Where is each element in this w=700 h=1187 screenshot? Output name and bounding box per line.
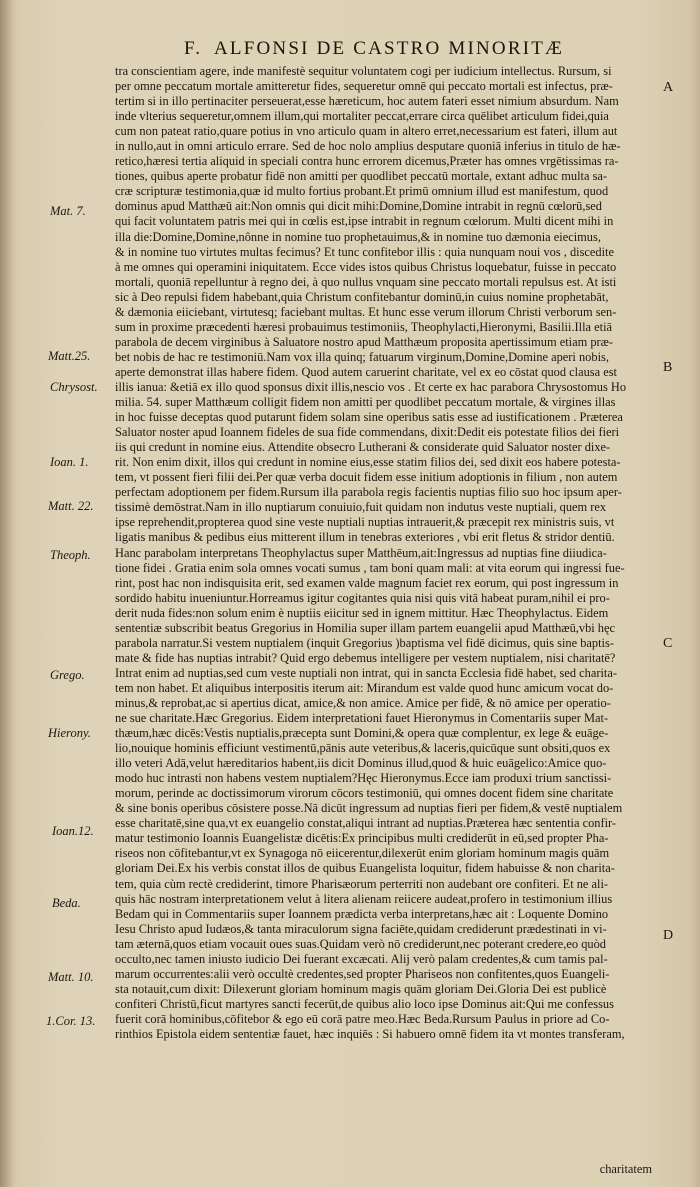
text-line: milia. 54. super Matthæum colligit fidem non amitti per quodlibet peccatum mortale, & virgines illas (115, 395, 616, 410)
text-line: Iesu Christo apud Iudæos,& tanta miraculorum signa faciēte,quidam crediderunt prædestinati in vi- (115, 921, 607, 936)
text-line: Hanc parabolam interpretans Theophylactus super Matthēum,ait:Ingressus ad nuptias fine diiudica- (115, 545, 607, 560)
margin-note: Beda. (52, 896, 81, 910)
text-line: dominus apud Matthæū ait:Non omnis qui dicit mihi:Domine,Domine intrabit in regnū cœlorū,sed (115, 199, 602, 214)
text-line: tem, vt possent fieri filii dei.Per quæ verba docuit fidem esse initium adoptionis in filium , non autem (115, 470, 618, 485)
text-line: per omne peccatum mortale amitteretur fides, sequeretur omnē qui peccato mortali est infectus, præ- (115, 79, 613, 94)
text-line: esse charitatē,sine qua,vt ex euangelio constat,aliqui intrant ad nuptias.Præterea hæc sententia confir- (115, 816, 617, 831)
text-line: & dæmonia eiiciebant, virtutesq; faciebant multas. Et hunc esse verum illorum Christi verborum sen- (115, 304, 617, 319)
margin-note: Ioan.12. (52, 824, 94, 838)
section-mark: A (663, 80, 674, 95)
text-line: retico,hæresi tertia aliquid in speciali contra hunc errorem dicemus,Præter has omnes vrgētissimas ra- (115, 154, 619, 169)
text-line: tione fidei . Gratia enim sola omnes vocati sumus , tam boni quam mali: at vita eorum qui ingressi fue- (115, 560, 625, 575)
margin-note: Matt.25. (48, 349, 91, 363)
running-title: ALFONSI DE CASTRO MINORITÆ (214, 38, 565, 59)
text-line: Intrat enim ad nuptias,sed cum veste nuptiali non intrat, qui in sancta Ecclesia fidē habet, sed charita- (115, 665, 617, 680)
text-line: tertim si in illo pertinaciter perseuerat,esse hæreticum, hoc autem fateri esset nimium absurdum. Nam (115, 94, 619, 109)
text-line: derit nuda fides:non solum enim è nuptiis eiicitur sed in ignem mittitur. Hæc Theophylactus. Eidem (115, 605, 609, 620)
text-line: ne sue charitate.Hæc Gregorius. Eidem interpretationi fauet Hieronymus in Comentariis super Mat- (115, 711, 609, 726)
section-mark: D (663, 928, 674, 943)
margin-note: Hierony. (48, 726, 91, 740)
text-line: sta notauit,cum dixit: Dilexerunt gloriam hominum magis quām gloriam Dei.Gloria Dei est publicè (115, 981, 607, 996)
text-line: minus,& reprobat,ac si apertius dicat, amice,& non amice. Amice per fidē, & nō amice per operatio- (115, 695, 611, 710)
text-line: confiteri Christū,ficut martyres sancti fecerūt,de quibus alio loco ipse Dominus ait:Qui me confessus (115, 996, 614, 1011)
text-line: & sine bonis operibus cōsistere posse.Nā dicūt ingressum ad nuptias fieri per fidem,& vestē nuptialem (115, 801, 623, 816)
text-line: marum occurrentes:alii verò occultè credentes,sed propter Phariseos non confitentes,quos Euangeli- (115, 966, 610, 981)
margin-note: Theoph. (50, 548, 91, 562)
text-line: inde vlterius sequeretur,omnem illum,qui mortaliter peccat,errare circa quēlibet articulum fidei,quia (115, 109, 609, 124)
text-line: à me omnes qui operamini iniquitatem. Ecce vides istos quibus Christus loquebatur, fuisse in peccato (115, 259, 617, 274)
folio-mark: F. (184, 38, 203, 59)
text-line: Saluator noster apud Ioannem fideles de sua fide commendans, dixit:Dedit eis potestate filios dei fieri (115, 425, 620, 440)
catchword: charitatem (599, 1162, 652, 1176)
margin-note: Matt. 10. (48, 970, 94, 984)
text-line: fuerit corā hominibus,cōfitebor & ego eū corā patre meo.Hæc Beda.Rursum Paulus in priore ad Co- (115, 1011, 610, 1026)
margin-note: Mat. 7. (50, 204, 86, 218)
text-line: aperte demonstrat illas habere fidem. Quod autem caruerint charitate, vel ex eo cōstat quod clausa est (115, 364, 617, 379)
text-line: illis ianua: &etiā ex illo quod sponsus dixit illis,nescio vos . Et certe ex hac parabora Chrysostomus Ho (115, 379, 627, 394)
text-line: tem non habet. Et aliquibus interpositis iterum ait: Mirandum est valde quod hunc amicum vocat do- (115, 680, 614, 695)
text-line: in nullo,aut in omni articulo errare. Sed de hoc nolo amplius desputare quoniā inferius in titulo de hæ- (115, 139, 621, 154)
text-line: tra conscientiam agere, inde manifestè sequitur voluntatem cogi per iudicium intellectus. Rursum, si (115, 64, 612, 78)
section-mark: C (663, 636, 673, 651)
gutter-shadow (0, 0, 14, 1187)
text-line: cræ scripturæ testimonia,quæ id multo fortius probant.Et primū omnium illud est manifestum, quod (115, 184, 609, 199)
text-line: ligatis manibus & pedibus eius mitterent illum in tenebras exteriores , vbi erit fletus & stridor dentiū. (115, 530, 615, 545)
text-line: iis qui credunt in nomine eius. Attendite obsecro Lutherani & considerate quid Saluator noster dixe- (115, 440, 611, 455)
text-line: parabola de decem virginibus à Saluatore nostro apud Matthæum proposita apertissimum etiam præ- (115, 334, 614, 349)
text-line: illo veteri Adā,velut hæreditarios habent,iis dicit Dominus illud,quod & huic euāgelico:Amice quo- (115, 756, 607, 771)
margin-note: Chrysost. (50, 380, 98, 394)
text-line: qui facit voluntatem patris mei qui in cœlis est,ipse intrabit in regnum cœlorum. Multi dicent mihi in (115, 214, 614, 229)
text-line: sordido habitu inueniuntur.Horreamus igitur cogitantes quia nisi quis vitā habeat puram,nihil ei pro- (115, 590, 610, 605)
text-line: perfectam adoptionem per fidem.Rursum illa parabola regis facientis nuptias filio suo hoc ipsum aper- (115, 485, 622, 500)
margin-note: 1.Cor. 13. (46, 1014, 96, 1028)
text-line: sic à Deo repulsi fidem habebant,quia Christum confitebantur dominū,in cuius nomine prophetabāt, (115, 289, 609, 304)
text-line: tissimè demōstrat.Nam in illo nuptiarum conuiuio,fuit quidam non indutus veste nuptiali, quem rex (115, 500, 607, 515)
text-line: mate & fide has nuptias intrabit? Quid ergo debemus intelligere per vestem nuptialem, nisi charitatē? (115, 650, 616, 665)
section-mark: B (663, 360, 673, 375)
text-line: modo huc intrasti non habens vestem nuptialem?Hęc Hieronymus.Ecce iam produxi trium sanctissi- (115, 771, 612, 786)
margin-note: Ioan. 1. (50, 455, 89, 469)
text-line: tam æternā,quos etiam vocauit oues suas.Quidam verò nō crediderunt,nec poterant credere,eo quòd (115, 936, 606, 951)
text-line: mortali, quoniā repelluntur à regno dei, à quo nullus vnquam sine peccato mortali repulsus est. At isti (115, 274, 617, 289)
text-line: gloriam Dei.Ex his verbis constat illos de quibus Euangelista loquitur, fidem habuisse & non charita- (115, 861, 615, 876)
text-line: cum non pateat ratio,quare potius in vno articulo quam in altero erret,necessarium est fateri, illum aut (115, 124, 618, 139)
text-line: lio,nouique hominis efficiunt vestimentū,pānis aute veteribus,& laceris,quicūque sunt obsiti,quos ex (115, 741, 611, 756)
text-line: occulto,nec tamen iniusto iudicio Dei fuerant excæcati. Alij verò palam credentes,& cum tamis pal- (115, 951, 608, 966)
text-line: sum in proxime præcedenti hæresi probauimus testimoniis, Theophylacti,Hieronymi, Basilii.Illa etiā (115, 319, 613, 334)
text-line: in hoc fuisse deceptas quod putarunt fidem solam sine operibus satis esse ad iustificationem . Præterea (115, 410, 623, 425)
text-line: quis hāc nostram interpretationem velut à litera alienam reiicere audeat,profero in testimonium illius (115, 891, 613, 906)
text-line: rinthios Epistola eidem sententiæ fauet, hæc inquiēs : Si habuero omnē fidem ita vt montes transferam, (115, 1027, 625, 1041)
text-line: & in nomine tuo virtutes multas fecimus? Et tunc confitebor illis : quia nunquam noui vos , discedite (115, 244, 614, 259)
text-line: sententiæ subscribit beatus Gregorius in Homilia super illam partem euangelii apud Matthæū,vbi hęc (115, 620, 615, 635)
text-line: riseos non cōfitebantur,vt ex Synagoga nō eiicerentur,dilexerūt enim gloriam hominum magis quām (115, 846, 610, 861)
margin-note: Matt. 22. (48, 499, 94, 513)
margin-note: Grego. (50, 668, 85, 682)
text-line: parabola narratur.Si vestem nuptialem (inquit Gregorius )baptisma vel fidē dicimus, quis sine baptis- (115, 635, 614, 650)
text-line: tiones, quibus aperte probatur fidē non amitti per quodlibet peccatū mortale, extant adhuc multa sa- (115, 169, 608, 184)
text-line: thæum,hæc dicēs:Vestis nuptialis,præcepta sunt Domini,& opera quæ complentur, ex lege & euāge- (115, 726, 609, 741)
text-line: illa die:Domine,Domine,nônne in nomine tuo prophetauimus,& in nomine tuo dæmonia eiecimus, (115, 229, 601, 244)
text-line: rint, post hac non indisquisita erit, sed examen valde magnum faciet rex eorum, qui post ingressum in (115, 575, 619, 590)
text-line: Bedam qui in Commentariis super Ioannem prædicta verba interpretans,hæc ait : Loquente Domino (115, 906, 609, 921)
main-text-column (115, 64, 660, 1042)
text-line: bet nobis de hac re testimoniū.Nam vox illa quinq; fatuarum virginum,Domine,Domine aperi nobis, (115, 349, 609, 364)
text-line: ipse reprehendit,propterea quod sine veste nuptiali nuptias intrauerit,& præcepit rex ministris suis, vt (115, 515, 615, 530)
text-line: rit. Non enim dixit, illos qui credunt in nomine eius,esse statim filios dei, sed dixit eos habere potesta- (115, 455, 621, 470)
text-line: morum, perinde ac doctissimorum virorum cōcors testimoniū, qui omnes docent fidem sine charitate (115, 786, 614, 801)
text-line: tem, quia cùm rectè crediderint, timore Pharisæorum perterriti non audebant ore confiteri. Et ne ali- (115, 876, 609, 891)
text-line: matur testimonio Ioannis Euangelistæ dicētis:Ex principibus multi crediderūt in eū,sed propter Pha- (115, 831, 609, 846)
